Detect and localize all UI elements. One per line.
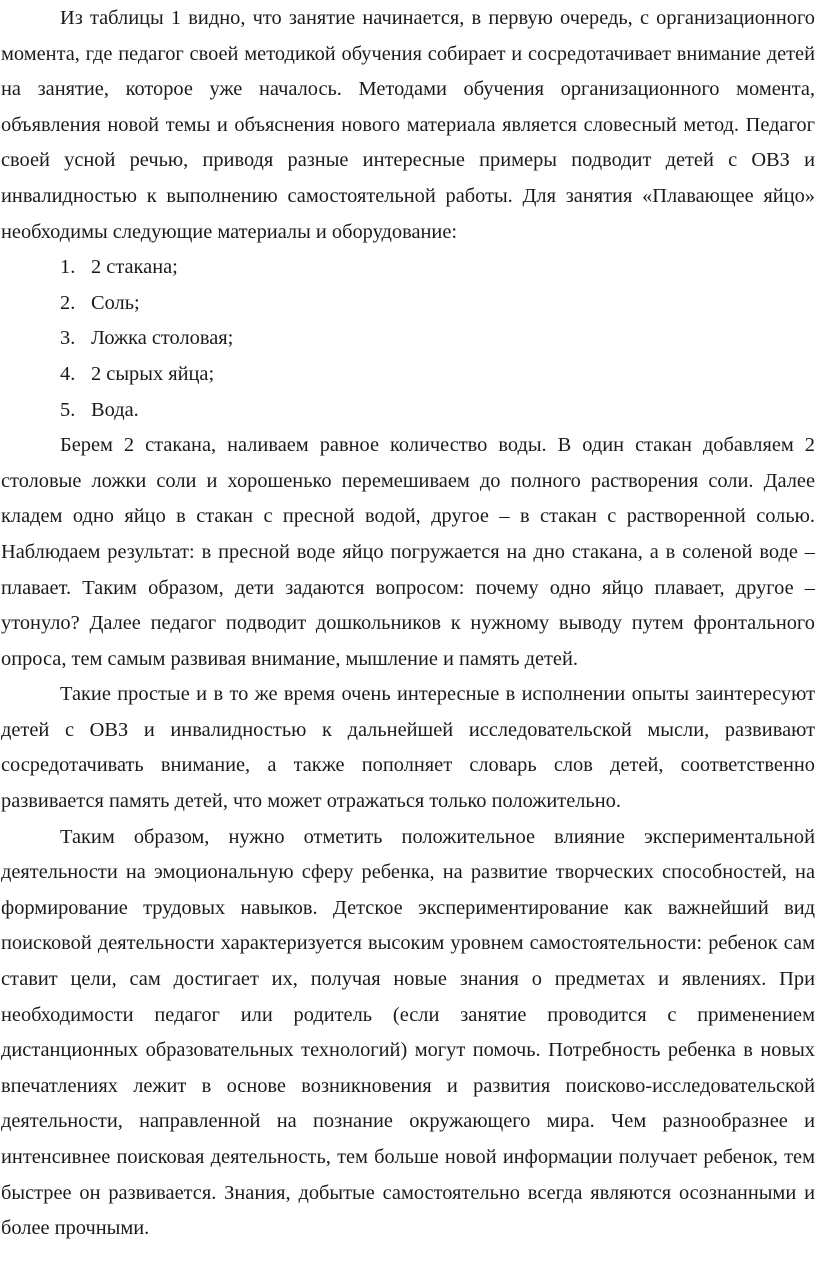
materials-list bbox=[1, 250, 815, 428]
list-item bbox=[1, 286, 815, 322]
list-item-number: 3. bbox=[60, 327, 76, 350]
paragraph-benefits: Такие простые и в то же время очень интересные в исполнении опыты заинтересуют детей с ОВЗ и инвалидностью к дальнейшей исследовательской мысли, развивают сосредотачивать внимание, а также пополняет словарь слов детей, соответственно развивается память детей, что может отражаться только положительно. bbox=[1, 683, 815, 813]
list-item-number: 4. bbox=[60, 362, 76, 385]
paragraph-conclusion: Таким образом, нужно отметить положительное влияние экспериментальной деятельности на эмоциональную сферу ребенка, на развитие творческих способностей, на формирование трудовых навыков. Детское экспериментирование как важнейший вид поисковой деятельности характеризуется высоким уровнем самостоятельности: ребенок сам ставит цели, сам достигает их, получая новые знания о предметах и явлениях. При необходимости педагог или родитель (если занятие проводится с применением дистанционных образовательных технологий) могут помочь. Потребность ребенка в новых впечатлениях лежит в основе возникновения и развития поисково-исследовательской деятельности, направленной на познание окружающего мира. Чем разнообразнее и интенсивнее поисковая деятельность, тем больше новой информации получает ребенок, тем быстрее он развивается. Знания, добытые самостоятельно всегда являются осознанными и более прочными. bbox=[1, 825, 815, 1240]
list-item-text: Вода. bbox=[91, 398, 139, 421]
list-item bbox=[1, 393, 815, 429]
paragraph-experiment: Берем 2 стакана, наливаем равное количество воды. В один стакан добавляем 2 столовые ложки соли и хорошенько перемешиваем до полного растворения соли. Далее кладем одно яйцо в стакан с пресной водой, другое – в стакан с растворенной солью. Наблюдаем результат: в пресной воде яйцо погружается на дно стакана, а в соленой воде – плавает. Таким образом, дети задаются вопросом: почему одно яйцо плавает, другое – утонуло? Далее педагог подводит дошкольников к нужному выводу путем фронтального опроса, тем самым развивая внимание, мышление и память детей. bbox=[1, 434, 815, 670]
list-item-text: 2 стакана; bbox=[91, 256, 178, 279]
list-item-number: 2. bbox=[60, 291, 76, 314]
list-item bbox=[1, 357, 815, 393]
list-item-number: 1. bbox=[60, 256, 76, 279]
list-item-number: 5. bbox=[60, 398, 76, 421]
paragraph-intro: Из таблицы 1 видно, что занятие начинается, в первую очередь, с организационного момента, где педагог своей методикой обучения собирает и сосредотачивает внимание детей на занятие, которое уже началось. Методами обучения организационного момента, объявления новой темы и объяснения нового материала является словесный метод. Педагог своей усной речью, приводя разные интересные примеры подводит детей с ОВЗ и инвалидностью к выполнению самостоятельной работы. Для занятия «Плавающее яйцо» необходимы следующие материалы и оборудование: bbox=[1, 7, 815, 243]
list-item bbox=[1, 321, 815, 357]
list-item-text: 2 сырых яйца; bbox=[91, 362, 215, 385]
list-item-text: Ложка столовая; bbox=[91, 327, 234, 350]
list-item bbox=[1, 250, 815, 286]
list-item-text: Соль; bbox=[91, 291, 140, 314]
